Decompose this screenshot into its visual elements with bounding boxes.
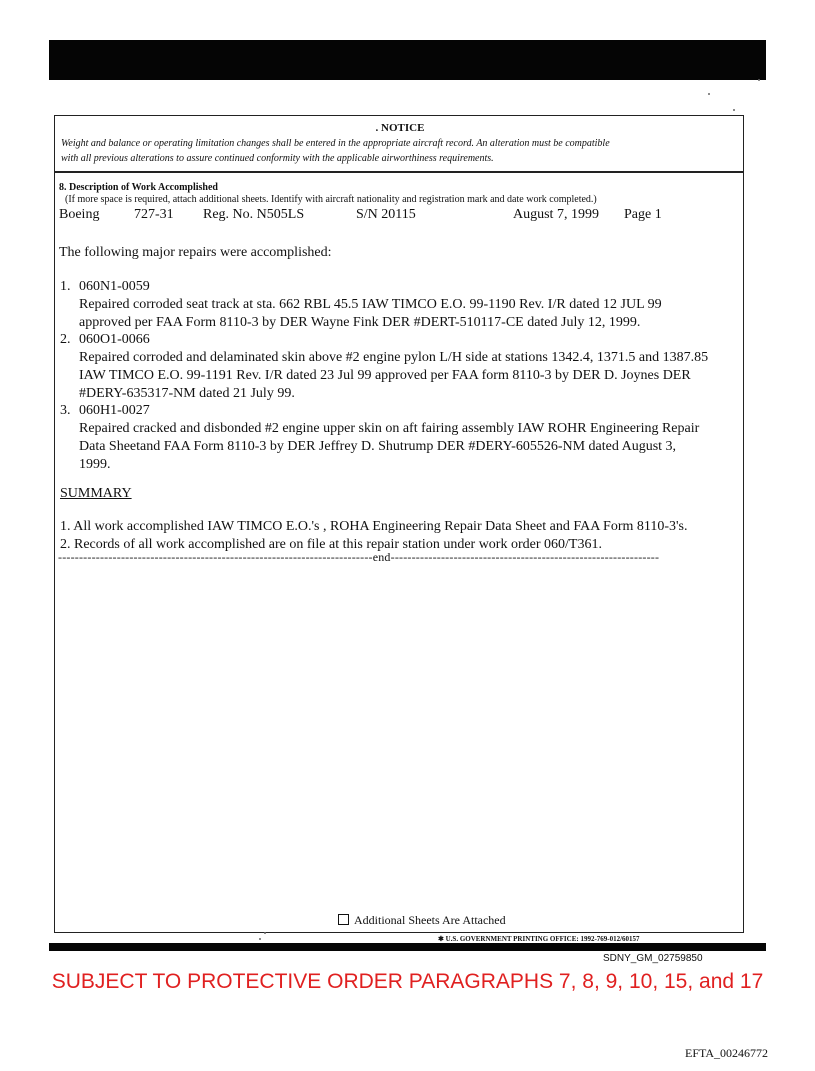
- additional-sheets-row: [338, 913, 506, 928]
- notice-line-1: Weight and balance or operating limitation changes shall be entered in the appropriate aircraft record. An alteration must be compatible: [61, 138, 610, 149]
- summary-heading: SUMMARY: [60, 486, 132, 501]
- scan-speck: [733, 109, 735, 111]
- section-instruction: (If more space is required, attach additional sheets. Identify with aircraft nationality and registration mark and date work completed.): [65, 194, 597, 205]
- work-date: August 7, 1999: [513, 207, 599, 222]
- repair-code: 060H1-0027: [79, 403, 150, 418]
- repair-line: Repaired corroded and delaminated skin above #2 engine pylon L/H side at stations 1342.4, 1371.5 and 1387.85: [79, 350, 709, 365]
- scan-speck: [259, 938, 261, 940]
- section-heading: 8. Description of Work Accomplished: [59, 182, 218, 193]
- scan-speck: [758, 79, 760, 81]
- repair-line: approved per FAA Form 8110-3 by DER Wayne Fink DER #DERT-510117-CE dated July 12, 1999.: [79, 315, 641, 330]
- form-box: [54, 115, 744, 933]
- repair-line: Repaired cracked and disbonded #2 engine upper skin on aft fairing assembly IAW ROHR Engineering Repair: [79, 421, 700, 436]
- page-number: Page 1: [624, 207, 662, 222]
- repair-line: Data Sheetand FAA Form 8110-3 by DER Jeffrey D. Shutrump DER #DERY-605526-NM dated August 3,: [79, 439, 677, 454]
- repair-line: 1999.: [79, 457, 111, 472]
- repair-line: Repaired corroded seat track at sta. 662 RBL 45.5 IAW TIMCO E.O. 99-1190 Rev. I/R dated 12 JUL 99: [79, 297, 662, 312]
- repair-number: 1.: [60, 279, 71, 294]
- summary-item: 1. All work accomplished IAW TIMCO E.O.'s , ROHA Engineering Repair Data Sheet and FAA Form 8110-3's.: [60, 519, 688, 534]
- scan-speck: [264, 932, 266, 934]
- notice-divider: [55, 171, 743, 173]
- intro-text: The following major repairs were accomplished:: [59, 245, 332, 260]
- scan-top-bar: [49, 40, 766, 80]
- repair-number: 3.: [60, 403, 71, 418]
- additional-sheets-checkbox[interactable]: [338, 914, 349, 925]
- notice-title: . NOTICE: [375, 122, 425, 134]
- protective-order-banner: SUBJECT TO PROTECTIVE ORDER PARAGRAPHS 7, 8, 9, 10, 15, and 17: [51, 970, 764, 993]
- aircraft-make: Boeing: [59, 207, 100, 222]
- aircraft-model: 727-31: [134, 207, 174, 222]
- repair-line: #DERY-635317-NM dated 21 July 99.: [79, 386, 295, 401]
- repair-line: IAW TIMCO E.O. 99-1191 Rev. I/R dated 23 Jul 99 approved per FAA form 8110-3 by DER D. Joynes DER: [79, 368, 691, 383]
- summary-item: 2. Records of all work accomplished are on file at this repair station under work order 060/T361.: [60, 537, 602, 552]
- efta-number: EFTA_00246772: [685, 1046, 769, 1060]
- end-separator: ---------------------------------------------------------------------------end----------------------------------------------------------------: [58, 550, 660, 564]
- notice-line-2: with all previous alterations to assure continued conformity with the applicable airworthiness requirements.: [61, 153, 494, 164]
- scan-bottom-bar: [49, 943, 766, 951]
- bates-number: SDNY_GM_02759850: [603, 953, 703, 964]
- repair-number: 2.: [60, 332, 71, 347]
- scan-speck: [708, 93, 710, 95]
- repair-code: 060N1-0059: [79, 279, 150, 294]
- additional-sheets-label: Additional Sheets Are Attached: [354, 913, 506, 927]
- gpo-imprint: ✱ U.S. GOVERNMENT PRINTING OFFICE: 1992-769-012/60157: [438, 935, 640, 943]
- serial-number: S/N 20115: [356, 207, 416, 222]
- registration-number: Reg. No. N505LS: [203, 207, 305, 222]
- repair-code: 060O1-0066: [79, 332, 150, 347]
